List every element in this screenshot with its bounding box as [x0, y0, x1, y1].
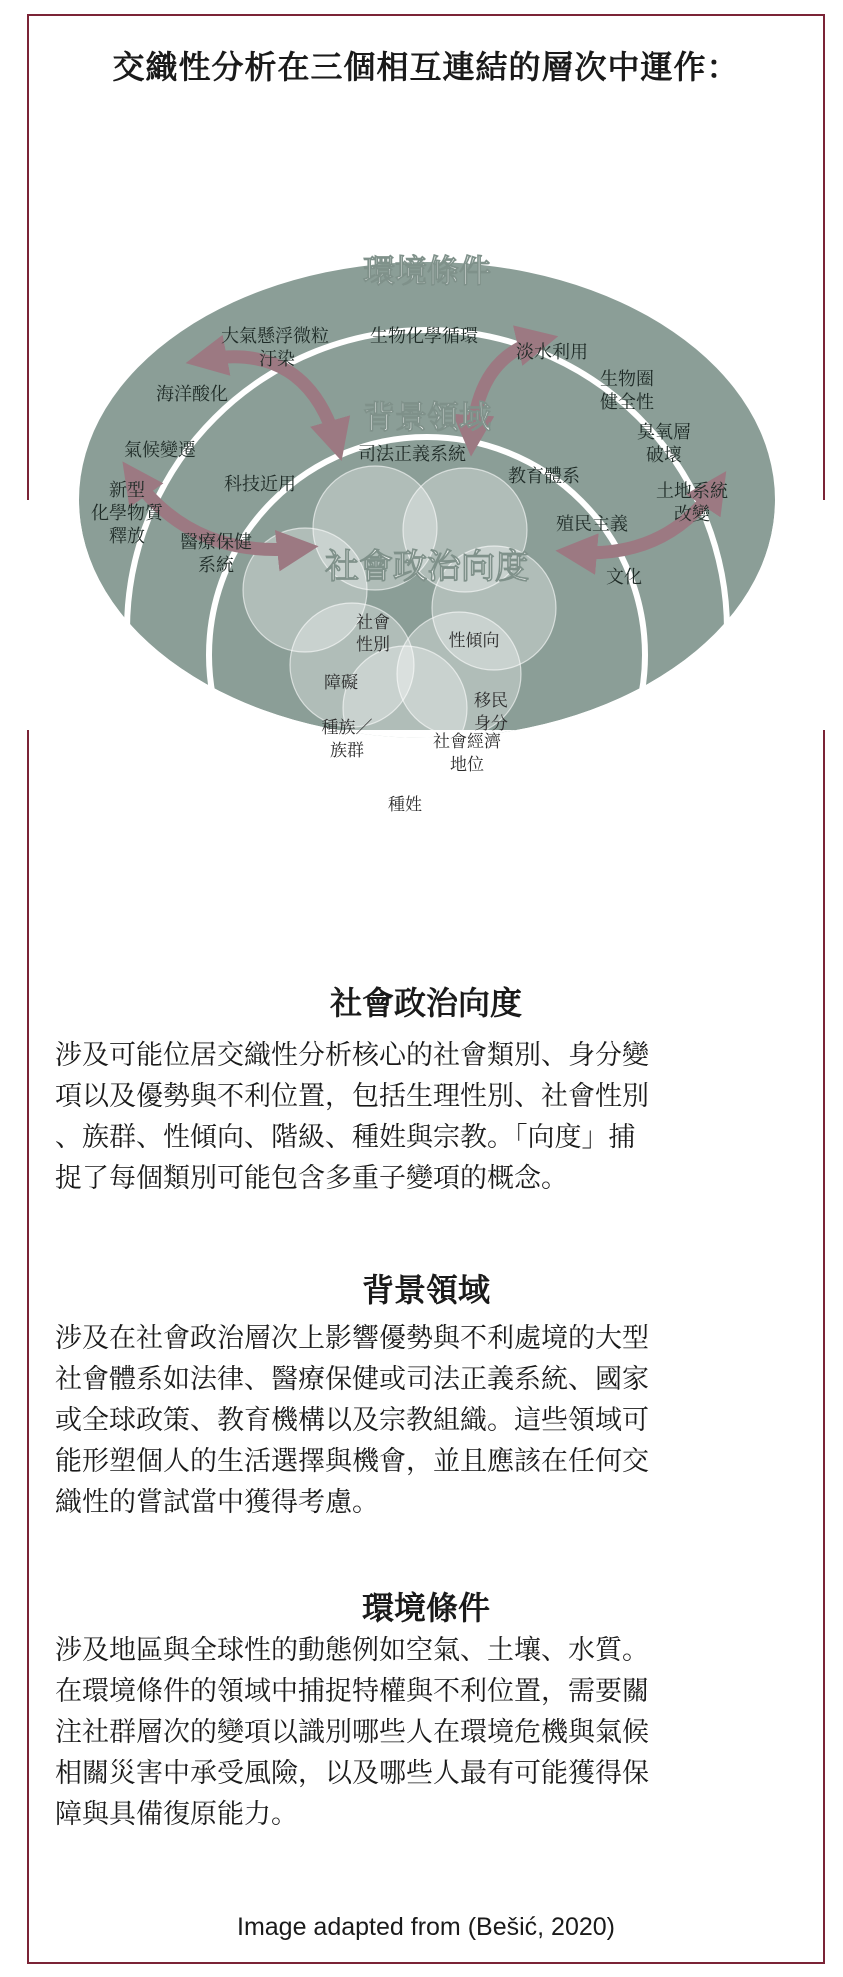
- layer-label-sociopolitical: 社會政治向度: [325, 547, 529, 587]
- main-title: 交織性分析在三個相互連結的層次中運作：: [112, 48, 740, 86]
- env-item: 破壞: [646, 445, 682, 466]
- section-body-environment: [55, 1630, 795, 1835]
- section-title-environment: 環境條件: [361, 1589, 490, 1627]
- context-item: 文化: [606, 567, 642, 588]
- env-item: 生物圈: [600, 369, 654, 390]
- text-line: 捉了每個類別可能包含多重子變項的概念。: [55, 1163, 568, 1194]
- dimension-item: 社會經濟: [433, 732, 501, 752]
- env-item: 淡水利用: [516, 342, 588, 363]
- section-body-context: [55, 1318, 795, 1523]
- intersectionality-diagram: [27, 230, 825, 815]
- text-line: 項以及優勢與不利位置，包括生理性別、社會性別: [55, 1081, 649, 1112]
- dimension-item: 種族／: [321, 718, 373, 738]
- dimension-item: 性傾向: [448, 631, 500, 651]
- dimension-item: 障礙: [324, 673, 358, 693]
- dimension-item: 身分: [474, 714, 508, 734]
- env-item: 汙染: [259, 349, 295, 370]
- dimension-item: 種姓: [388, 795, 422, 815]
- env-item: 新型: [109, 480, 145, 501]
- text-line: 在環境條件的領域中捕捉特權與不利位置，需要關: [55, 1676, 649, 1707]
- section-title-context: 背景領域: [361, 1271, 490, 1309]
- section-title-sociopolitical: 社會政治向度: [329, 984, 522, 1022]
- dimension-item: 性別: [356, 635, 390, 655]
- image-credit: Image adapted from (Bešić, 2020): [237, 1913, 615, 1941]
- text-line: 社會體系如法律、醫療保健或司法正義系統、國家: [55, 1364, 649, 1395]
- env-item: 臭氧層: [637, 422, 691, 443]
- text-line: 相關災害中承受風險，以及哪些人最有可能獲得保: [55, 1758, 649, 1789]
- context-item: 系統: [198, 555, 234, 576]
- env-item: 氣候變遷: [124, 440, 196, 461]
- text-line: 障與具備復原能力。: [55, 1799, 298, 1830]
- env-item: 改變: [674, 504, 710, 525]
- context-item: 科技近用: [224, 474, 296, 495]
- dimension-item: 族群: [330, 741, 364, 761]
- text-line: 織性的嘗試當中獲得考慮。: [55, 1487, 379, 1518]
- env-item: 釋放: [109, 526, 145, 547]
- context-item: 殖民主義: [556, 514, 628, 535]
- text-line: 涉及可能位居交織性分析核心的社會類別、身分變: [55, 1040, 649, 1071]
- env-item: 生物化學循環: [370, 326, 478, 347]
- text-line: 、族群、性傾向、階級、種姓與宗教。「向度」捕: [55, 1122, 636, 1153]
- dimension-item: 社會: [356, 613, 390, 633]
- text-line: 注社群層次的變項以識別哪些人在環境危機與氣候: [55, 1717, 649, 1748]
- env-item: 健全性: [600, 392, 654, 413]
- context-item: 醫療保健: [180, 532, 252, 553]
- section-body-sociopolitical: [55, 1035, 795, 1199]
- env-item: 大氣懸浮微粒: [221, 326, 329, 347]
- dimension-item: 地位: [450, 755, 484, 775]
- context-item: 教育體系: [508, 466, 580, 487]
- layer-label-environment: 環境條件: [362, 252, 492, 290]
- text-line: 涉及在社會政治層次上影響優勢與不利處境的大型: [55, 1323, 649, 1354]
- text-line: 或全球政策、教育機構以及宗教組織。這些領域可: [55, 1405, 649, 1436]
- env-item: 海洋酸化: [156, 384, 228, 405]
- layer-label-context: 背景領域: [362, 398, 492, 436]
- dimension-item: 移民: [474, 691, 508, 711]
- env-item: 化學物質: [91, 503, 163, 524]
- env-item: 土地系統: [656, 481, 728, 502]
- text-line: 能形塑個人的生活選擇與機會，並且應該在任何交: [55, 1446, 649, 1477]
- text-line: 涉及地區與全球性的動態例如空氣、土壤、水質。: [55, 1635, 649, 1666]
- context-item: 司法正義系統: [358, 444, 466, 465]
